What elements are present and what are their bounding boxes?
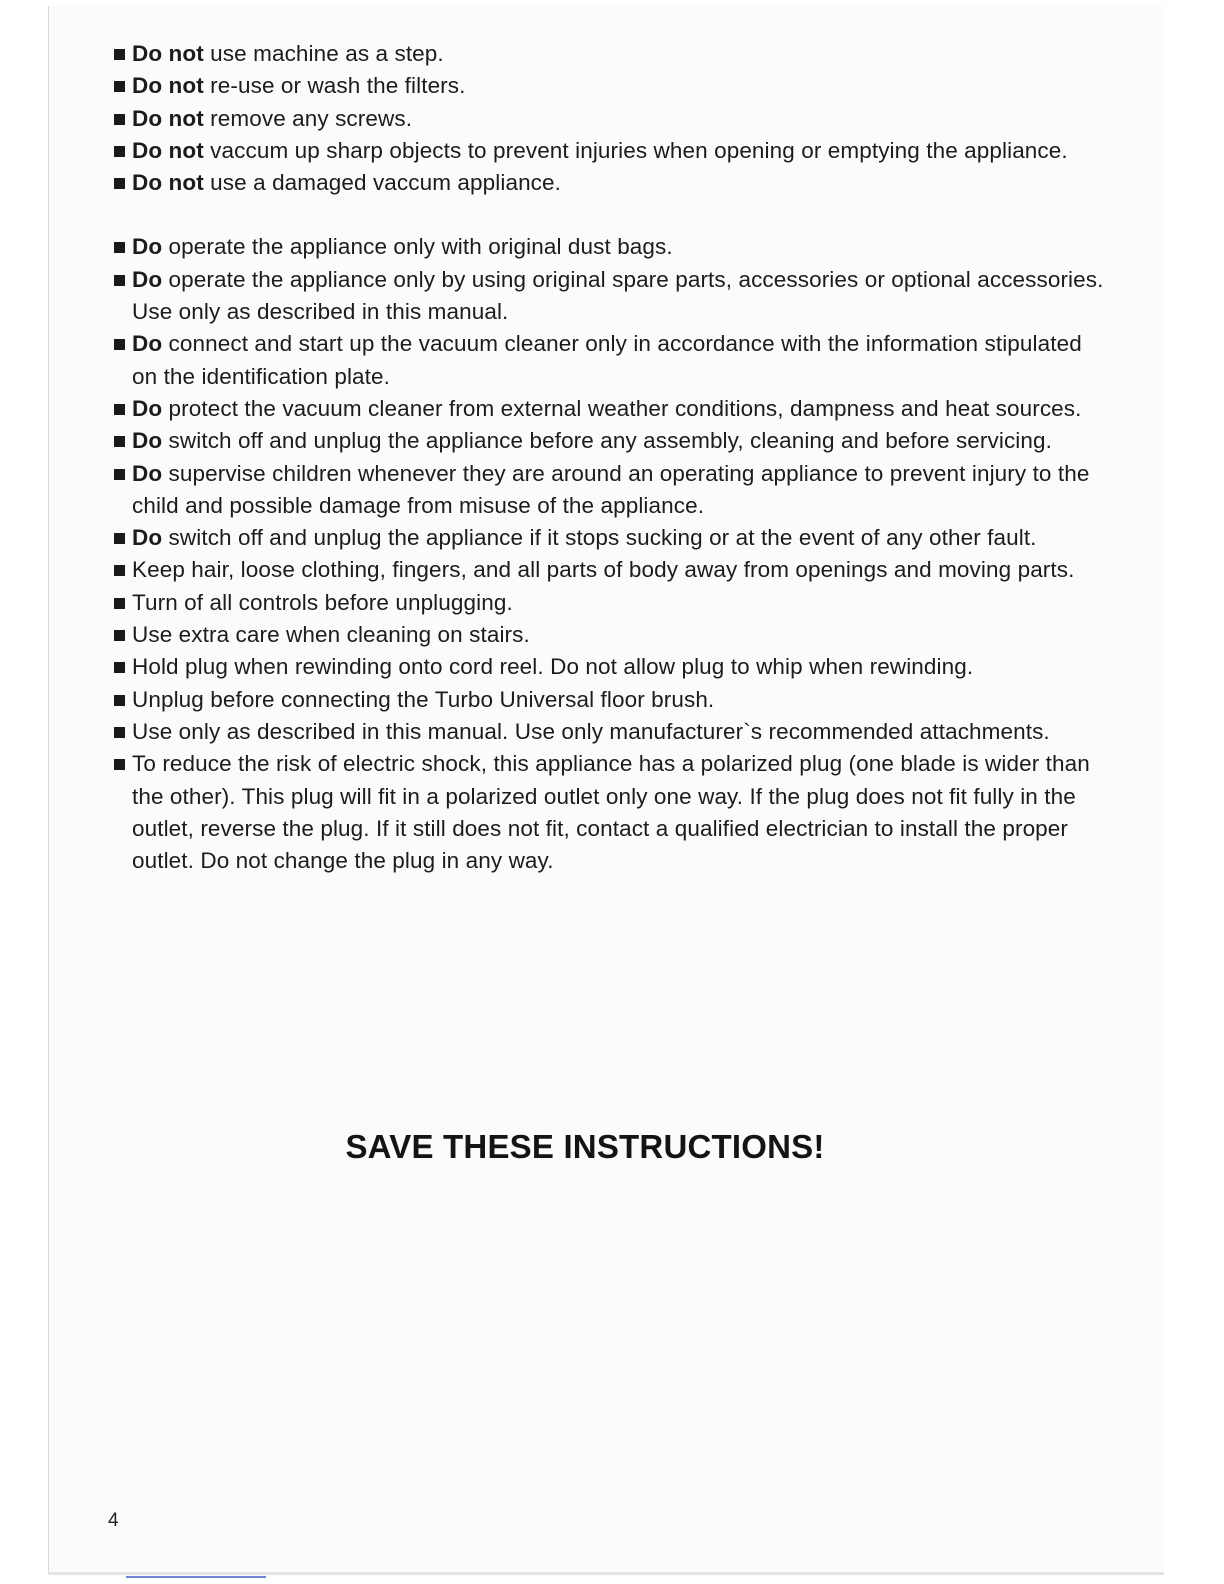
item-text: Hold plug when rewinding onto cord reel. Do not allow plug to whip when rewinding.: [132, 654, 974, 680]
list-item: [112, 619, 1112, 651]
list-item: [112, 651, 1112, 683]
emphasis-label: Do not: [132, 170, 204, 196]
item-text: operate the appliance only by using original spare parts, accessories or optional accessories. Use only as described in this manual.: [132, 266, 1104, 325]
square-bullet-icon: [114, 242, 125, 253]
item-text: switch off and unplug the appliance before any assembly, cleaning and before servicing.: [162, 428, 1052, 454]
list-item: [112, 458, 1112, 523]
item-text: connect and start up the vacuum cleaner only in accordance with the information stipulated on the identification plate.: [132, 331, 1082, 389]
closing-heading: SAVE THESE INSTRUCTIONS!: [345, 1128, 825, 1165]
square-bullet-icon: [114, 339, 125, 350]
list-item: [112, 328, 1112, 393]
emphasis-label: Do: [132, 525, 163, 551]
square-bullet-icon: [114, 114, 125, 125]
list-item: [112, 716, 1112, 748]
square-bullet-icon: [114, 146, 125, 157]
square-bullet-icon: [114, 565, 125, 576]
item-text: re-use or wash the filters.: [203, 73, 466, 99]
list-item: [112, 231, 1112, 263]
square-bullet-icon: [114, 598, 125, 609]
item-text: Turn of all controls before unplugging.: [132, 589, 513, 615]
list-item: [112, 748, 1112, 877]
item-text: Keep hair, loose clothing, fingers, and all parts of body away from openings and moving parts.: [132, 557, 1075, 583]
list-item: [112, 684, 1112, 716]
item-text: remove any screws.: [203, 105, 413, 131]
item-text: protect the vacuum cleaner from external weather conditions, dampness and heat sources.: [162, 395, 1082, 421]
square-bullet-icon: [114, 469, 125, 480]
item-text: To reduce the risk of electric shock, this appliance has a polarized plug (one blade is wider than the other). This plug will fit in a polarized outlet only one way. If the plug does not fit fully in the outlet, reverse the plug. If it still does not fit, contact a qualified electrician to install the proper outlet. Do not change the plug in any way.: [132, 751, 1090, 874]
emphasis-label: Do: [132, 331, 163, 357]
emphasis-label: Do not: [132, 105, 204, 131]
page-number: 4: [108, 1510, 119, 1531]
square-bullet-icon: [114, 81, 125, 92]
emphasis-label: Do not: [132, 73, 204, 99]
square-bullet-icon: [114, 695, 125, 706]
list-item: [112, 522, 1112, 554]
emphasis-label: Do: [132, 395, 163, 421]
square-bullet-icon: [114, 727, 125, 738]
item-text: use machine as a step.: [203, 41, 444, 66]
emphasis-label: Do: [132, 428, 163, 454]
scan-mark: [126, 1576, 266, 1578]
square-bullet-icon: [114, 436, 125, 447]
item-text: Use only as described in this manual. Use only manufacturer`s recommended attachments.: [132, 718, 1050, 744]
item-text: vaccum up sharp objects to prevent injuries when opening or emptying the appliance.: [203, 137, 1068, 163]
page-edge: [48, 1572, 1164, 1575]
item-text: operate the appliance only with original dust bags.: [162, 234, 673, 260]
safety-instructions-list: [112, 38, 1112, 877]
square-bullet-icon: [114, 275, 125, 286]
emphasis-label: Do: [132, 266, 163, 292]
item-text: switch off and unplug the appliance if it stops sucking or at the event of any other fault.: [162, 525, 1037, 551]
square-bullet-icon: [114, 533, 125, 544]
list-item: [112, 103, 1112, 135]
list-item: [112, 587, 1112, 619]
list-item: [112, 554, 1112, 586]
item-text: use a damaged vaccum appliance.: [203, 170, 561, 196]
square-bullet-icon: [114, 630, 125, 641]
emphasis-label: Do not: [132, 41, 204, 66]
emphasis-label: Do not: [132, 137, 204, 163]
list-item: [112, 167, 1112, 199]
list-item: [112, 135, 1112, 167]
square-bullet-icon: [114, 662, 125, 673]
square-bullet-icon: [114, 404, 125, 415]
square-bullet-icon: [114, 759, 125, 770]
list-item: [112, 38, 1112, 70]
list-item: [112, 70, 1112, 102]
emphasis-label: Do: [132, 234, 163, 260]
square-bullet-icon: [114, 49, 125, 60]
item-text: supervise children whenever they are around an operating appliance to prevent injury to the child and possible damage from misuse of the appliance.: [132, 460, 1090, 518]
list-item: [112, 264, 1112, 329]
square-bullet-icon: [114, 178, 125, 189]
list-item: [112, 393, 1112, 425]
emphasis-label: Do: [132, 460, 163, 486]
list-item: [112, 425, 1112, 457]
item-text: Unplug before connecting the Turbo Universal floor brush.: [132, 686, 715, 712]
item-text: Use extra care when cleaning on stairs.: [132, 622, 530, 648]
